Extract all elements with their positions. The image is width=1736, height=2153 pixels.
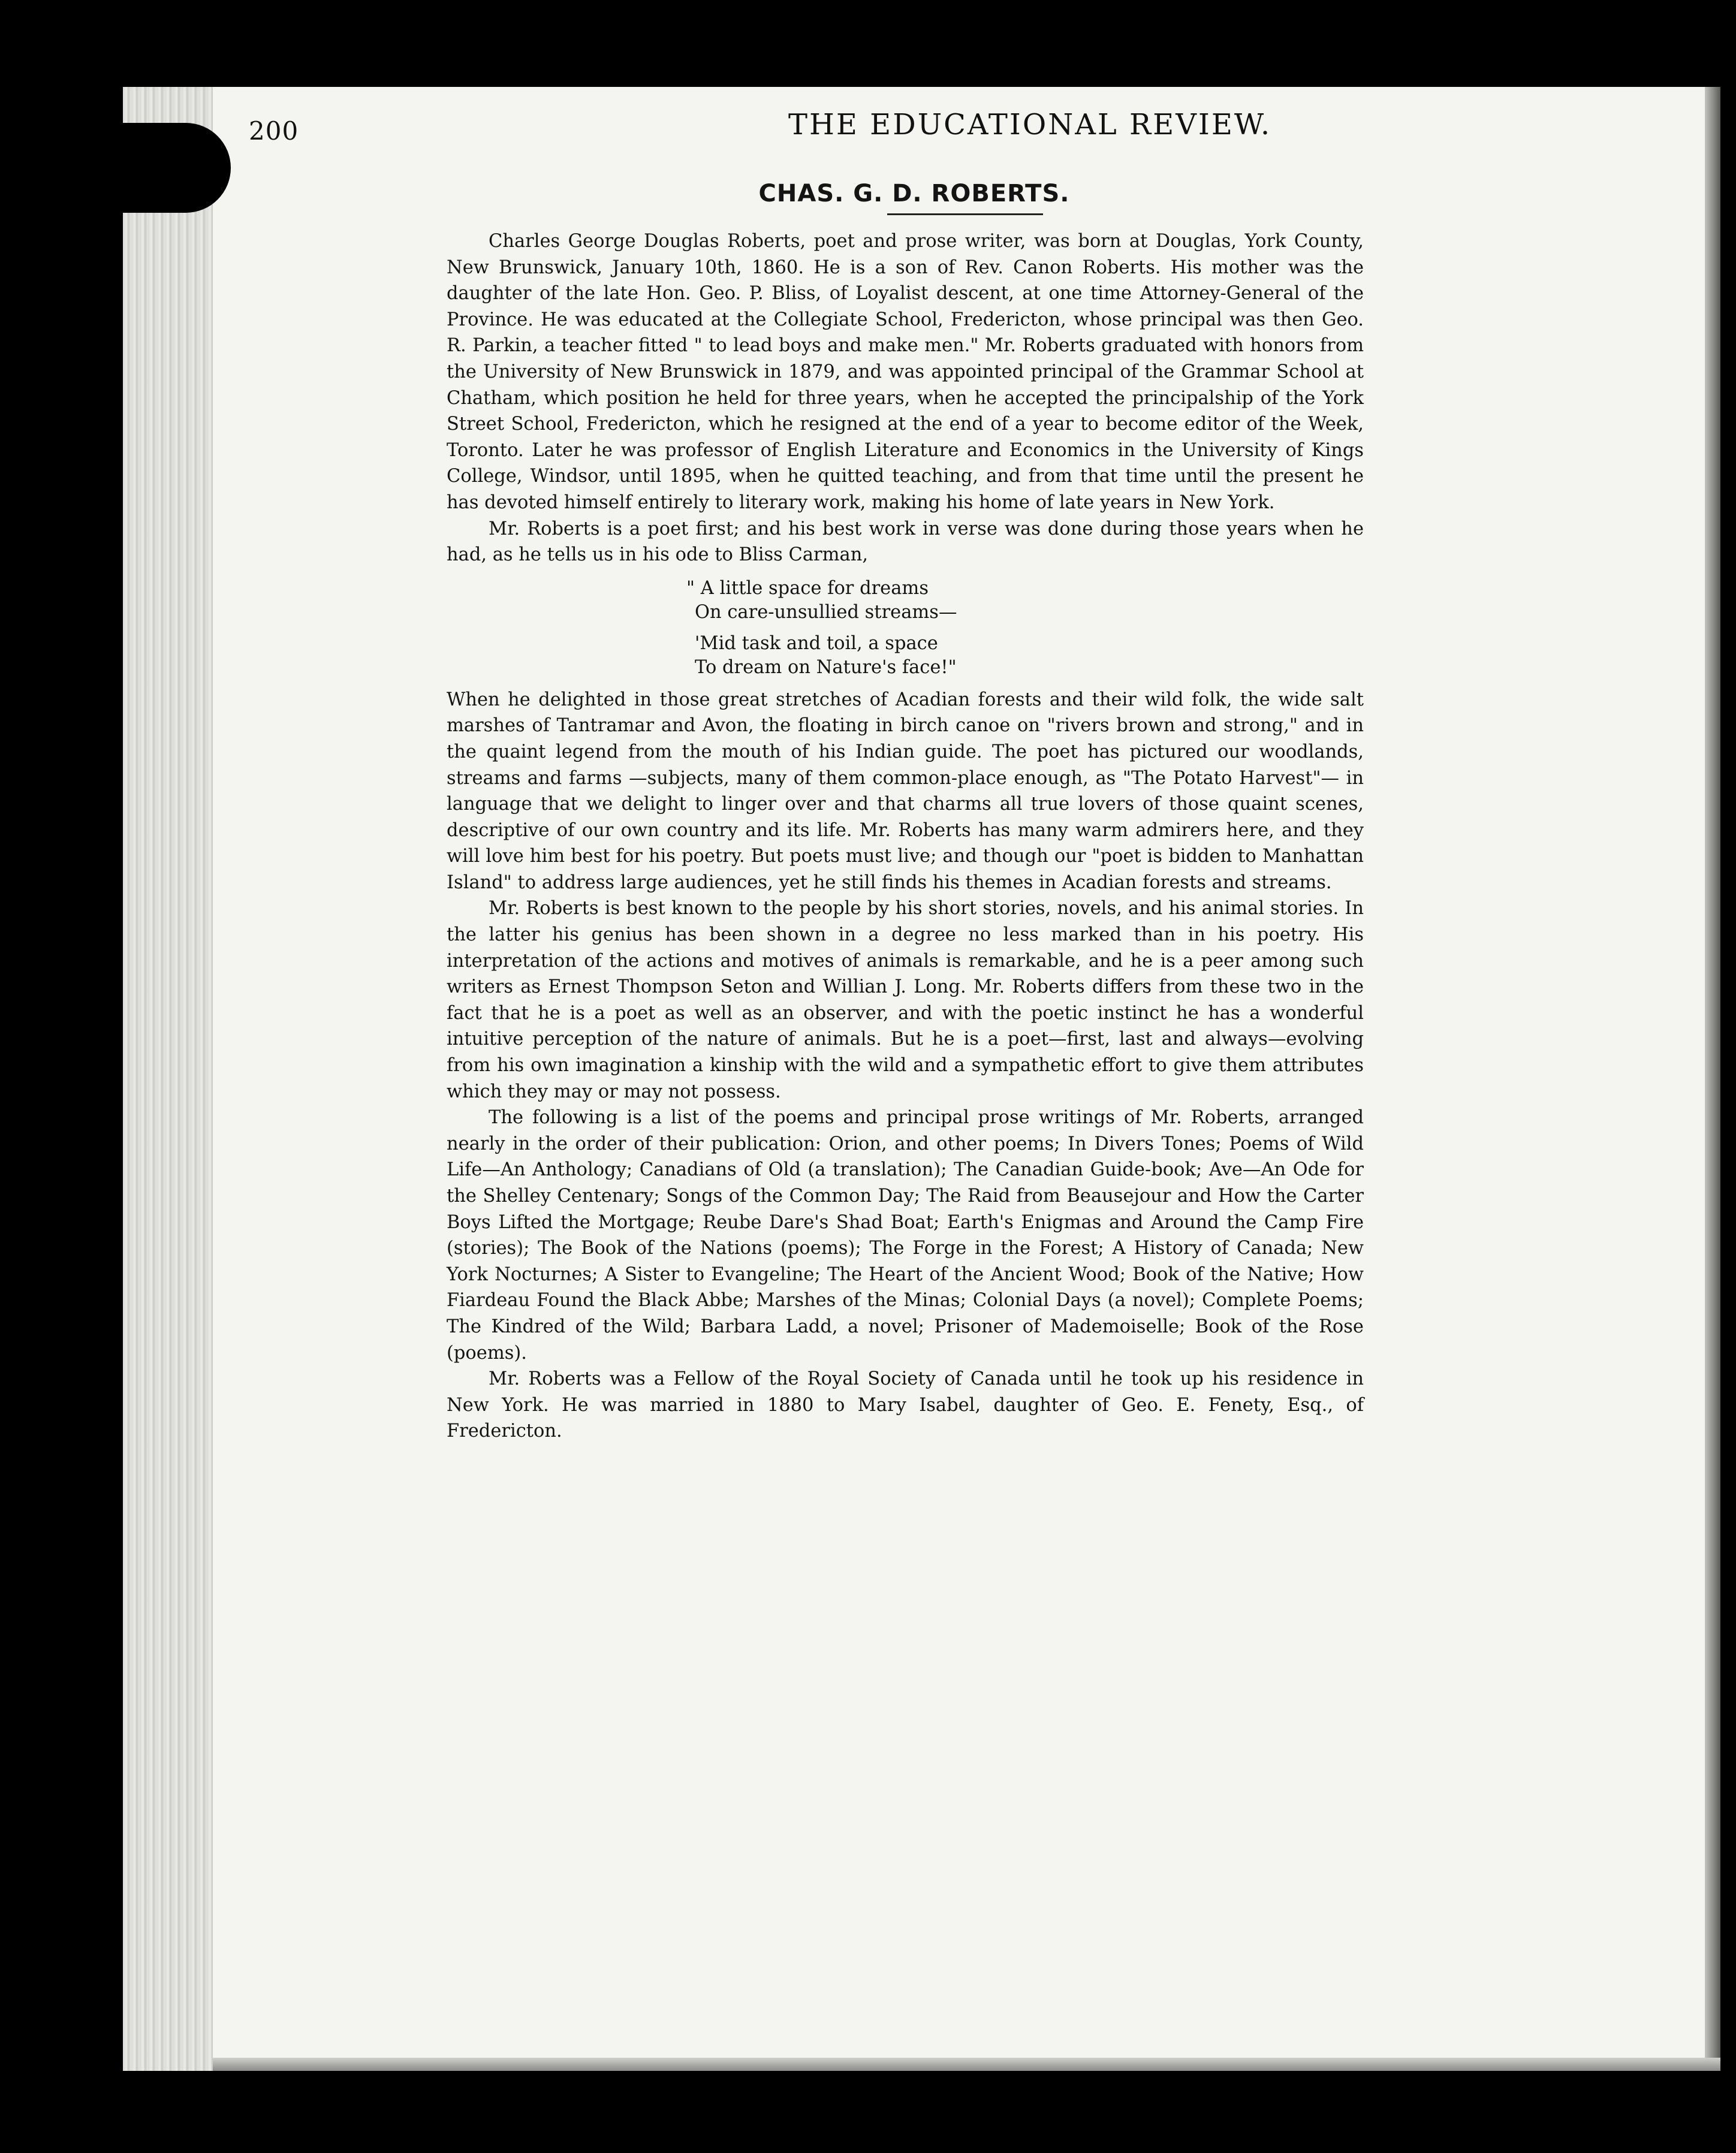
paragraph-acadian-forests: When he delighted in those great stretches of Acadian forests and their wild folk, the wide salt marshes of Tantramar and Avon, the floating in birch canoe on "rivers brown and strong," and in the quaint legend from the mouth of his Indian guide. The poet has pictured our woodlands, streams and farms —subjects, many of them common-place enough, as "The Potato Harvest"— in language that we delight to linger over and that charms all true lovers of those quaint scenes, descriptive of our own country and its life. Mr. Roberts has many warm admirers here, and they will love him best for his poetry. But poets must live; and though our "poet is bidden to Manhattan Island" to address large audiences, yet he still finds his themes in Acadian forests and streams. [447,689,1364,893]
verse-stanza [686,577,1364,625]
paragraph-publication-list: The following is a list of the poems and principal prose writings of Mr. Roberts, arranged nearly in the order of their publication: Orion, and other poems; In Divers Tones; Poems of Wild Life—An Anthology; Canadians of Old (a translation); The Canadian Guide-book; Ave—An Ode for the Shelley Centenary; Songs of the Common Day; The Raid from Beausejour and How the Carter Boys Lifted the Mortgage; Reube Dare's Shad Boat; Earth's Enigmas and Around the Camp Fire (stories); The Book of the Nations (poems); The Forge in the Forest; A History of Canada; New York Nocturnes; A Sister to Evangeline; The Heart of the Ancient Wood; Book of the Native; How Fiardeau Found the Black Abbe; Marshes of the Minas; Colonial Days (a novel); Complete Poems; The Kindred of the Wild; Barbara Ladd, a novel; Prisoner of Mademoiselle; Book of the Rose (poems). [447,1107,1364,1364]
paragraph-biography: Charles George Douglas Roberts, poet and prose writer, was born at Douglas, York County, New Brunswick, January 10th, 1860. He is a son of Rev. Canon Roberts. His mother was the daughter of the late Hon. Geo. P. Bliss, of Loyalist descent, at one time Attorney-General of the Province. He was educated at the Collegiate School, Fredericton, whose principal was then Geo. R. Parkin, a teacher fitted " to lead boys and make men." Mr. Roberts graduated with honors from the University of New Brunswick in 1879, and was appointed principal of the Grammar School at Chatham, which position he held for three years, when he accepted the principalship of the York Street School, Fredericton, which he resigned at the end of a year to become editor of the Week, Toronto. Later he was professor of English Literature and Economics in the University of Kings College, Windsor, until 1895, when he quitted teaching, and from that time until the present he has devoted himself entirely to literary work, making his home of late years in New York. [447,231,1364,513]
verse-stanza [686,632,1364,680]
verse-quote [686,577,1364,680]
running-title: THE EDUCATIONAL REVIEW. [788,108,1272,141]
verse-line: To dream on Nature's face!" [695,656,957,678]
title-rule [887,213,1043,215]
article-title: CHAS. G. D. ROBERTS. [758,180,1070,207]
book-binding-edge [123,87,213,2071]
paragraph-royal-society: Mr. Roberts was a Fellow of the Royal Society of Canada until he took up his residence in New York. He was married in 1880 to Mary Isabel, daughter of Geo. E. Fenety, Esq., of Fredericton. [447,1368,1364,1442]
binding-clip [123,123,231,213]
page-bottom-edge [213,2058,1720,2071]
page-number: 200 [249,116,299,146]
page-right-edge [1705,87,1720,2071]
paragraph-animal-stories: Mr. Roberts is best known to the people by his short stories, novels, and his animal stories. In the latter his genius has been shown in a degree no less marked than in his poetry. His interpretation of the actions and motives of animals is remarkable, and he is a peer among such writers as Ernest Thompson Seton and Willian J. Long. Mr. Roberts differs from these two in the fact that he is a poet as well as an observer, and with the poetic instinct he has a wonderful intuitive perception of the nature of animals. But he is a poet—first, last and always—evolving from his own imagination a kinship with the wild and a sympathetic effort to give them attributes which they may or may not possess. [447,898,1364,1102]
verse-line: 'Mid task and toil, a space [695,632,938,654]
article [447,180,1364,1445]
page-header [249,108,1418,150]
paragraph-poet-first: Mr. Roberts is a poet first; and his best work in verse was done during those years when he had, as he tells us in his ode to Bliss Carman, [447,518,1364,566]
verse-line: " A little space for dreams [686,577,929,599]
verse-line: On care-unsullied streams— [695,601,957,623]
